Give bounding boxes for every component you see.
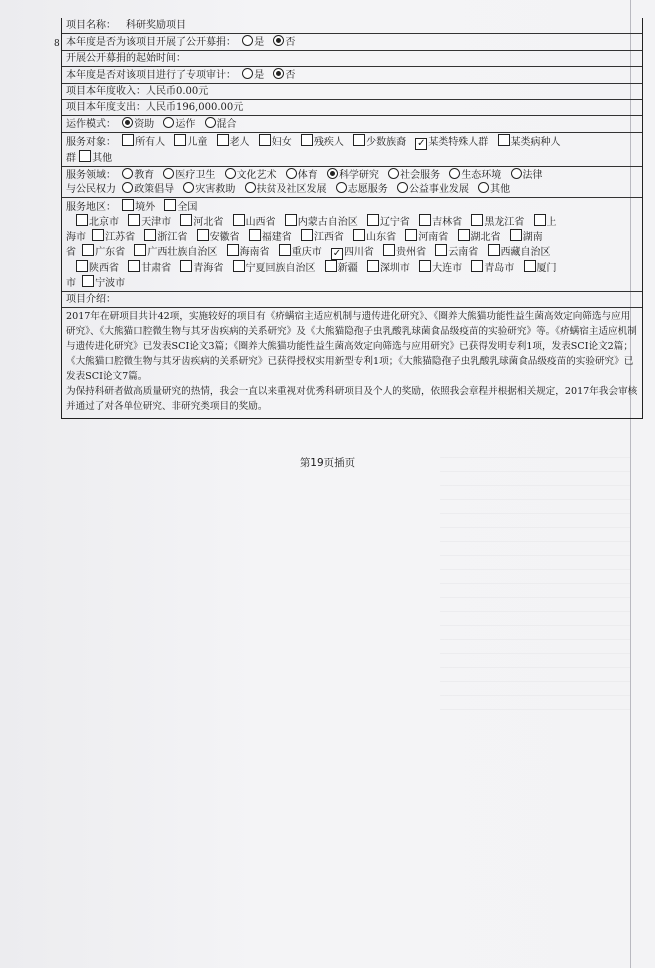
region-option[interactable]: 上 <box>534 214 557 229</box>
radio-icon[interactable] <box>122 182 133 193</box>
region-option[interactable]: 广东省 <box>82 244 125 259</box>
checkbox-icon[interactable] <box>164 199 176 211</box>
checkbox-icon[interactable] <box>144 229 156 241</box>
checkbox-icon[interactable] <box>76 260 88 272</box>
field-option[interactable]: 体育 <box>286 168 318 182</box>
region-option[interactable]: 深圳市 <box>367 260 410 275</box>
field-option[interactable]: 公益事业发展 <box>397 182 469 196</box>
region-option[interactable]: 浙江省 <box>144 229 187 244</box>
region-option[interactable]: 吉林省 <box>419 214 462 229</box>
radio-selected-icon[interactable] <box>273 35 284 46</box>
radio-icon[interactable] <box>163 168 174 179</box>
service-fields-label: 服务领域： <box>66 170 116 181</box>
checkbox-icon[interactable] <box>419 214 431 226</box>
regions-line-1 <box>66 214 639 229</box>
checkbox-icon[interactable] <box>301 134 313 146</box>
region-option[interactable]: 青海省 <box>180 260 223 275</box>
option-no[interactable]: 否 <box>273 35 295 49</box>
checkbox-icon[interactable] <box>217 134 229 146</box>
region-option[interactable]: 境外 <box>122 199 155 214</box>
region-option[interactable]: 山东省 <box>353 229 396 244</box>
target-option-other[interactable]: 其他 <box>79 150 112 165</box>
bleed-through-text <box>440 450 630 710</box>
radio-selected-icon[interactable] <box>122 117 133 128</box>
region-option[interactable]: 广西壮族自治区 <box>134 244 217 259</box>
public-fundraising-row <box>62 33 642 50</box>
service-fields-row <box>62 166 642 197</box>
option-yes[interactable]: 是 <box>242 68 264 82</box>
regions-line-2 <box>66 229 639 244</box>
fields-wrap-text: 与公民权力 <box>66 184 116 195</box>
target-option[interactable]: 儿童 <box>174 134 207 149</box>
project-form-table <box>54 18 643 419</box>
region-option[interactable]: 海南省 <box>227 244 270 259</box>
targets-wrap-text: 群 <box>66 153 76 164</box>
checkbox-icon[interactable] <box>233 260 245 272</box>
radio-icon[interactable] <box>449 168 460 179</box>
checkbox-icon[interactable] <box>233 214 245 226</box>
regions-line-5 <box>66 275 639 290</box>
intro-label: 项目介绍： <box>66 294 116 305</box>
fundraising-period-row <box>62 50 642 66</box>
checkbox-icon[interactable] <box>419 260 431 272</box>
region-option[interactable]: 江西省 <box>301 229 344 244</box>
checkmark-icon[interactable]: ✓ <box>332 248 342 259</box>
expense-row <box>62 99 642 115</box>
checkbox-icon[interactable] <box>122 134 134 146</box>
service-targets-row <box>62 132 642 166</box>
region-option[interactable]: 宁波市 <box>82 275 125 290</box>
region-option[interactable]: 厦门 <box>524 260 557 275</box>
regions-wrap-text: 海市 <box>66 232 86 243</box>
fields-line-2 <box>66 182 639 196</box>
checkbox-icon[interactable] <box>180 260 192 272</box>
checkbox-icon[interactable] <box>180 214 192 226</box>
checkbox-icon[interactable] <box>405 229 417 241</box>
intro-label-row <box>62 291 642 307</box>
region-option[interactable]: 湖南 <box>510 229 543 244</box>
region-option[interactable]: 西藏自治区 <box>488 244 551 259</box>
project-name-label: 项目名称： <box>66 20 116 31</box>
service-targets-label: 服务对象： <box>66 137 116 148</box>
region-option[interactable]: 云南省 <box>435 244 478 259</box>
checkbox-icon[interactable] <box>498 134 510 146</box>
radio-icon[interactable] <box>336 182 347 193</box>
region-option[interactable]: 河南省 <box>405 229 448 244</box>
radio-icon[interactable] <box>225 168 236 179</box>
target-option[interactable]: 妇女 <box>259 134 292 149</box>
checkbox-icon[interactable] <box>92 229 104 241</box>
intro-paragraph: 2017年在研项目共计42项，实施较好的项目有《疥螨宿主适应机制与遗传进化研究》、《圈养大熊猫功能性益生菌高效定向筛选与应用研究》、《大熊猫口腔微生物与其牙齿疾病的关系研究》及《大熊猫隐孢子虫乳酸乳球菌食品级疫苗的实验研究》等。《疥螨宿主适应机制与遗传进化研究》已发表SCI论文3篇；《圈养大熊猫功能性益生菌高效定向筛选与应用研究》已获得发明专利1项，发表SCI论文2篇；《大熊猫口腔微生物与其牙齿疾病的关系研究》已获得授权实用新型专利1项；《大熊猫隐孢子虫乳酸乳球菌食品级疫苗的实验研究》已发表SCI论文7篇。 <box>66 311 637 382</box>
field-option[interactable]: 灾害救助 <box>183 182 235 196</box>
expense-text: 项目本年度支出：人民币196,000.00元 <box>66 102 244 113</box>
page-label: 第19页插页 <box>299 457 356 469</box>
checkbox-icon[interactable] <box>367 260 379 272</box>
field-option[interactable]: 其他 <box>478 182 510 196</box>
checkbox-icon[interactable] <box>82 275 94 287</box>
project-name-row <box>62 18 642 33</box>
region-option[interactable]: 新疆 <box>325 260 358 275</box>
radio-icon[interactable] <box>397 182 408 193</box>
region-option[interactable]: 陕西省 <box>76 260 119 275</box>
checkbox-icon[interactable] <box>174 134 186 146</box>
income-text: 项目本年度收入：人民币0.00元 <box>66 86 209 97</box>
field-option[interactable]: 社会服务 <box>388 168 440 182</box>
regions-wrap-text: 市 <box>66 278 76 289</box>
checkbox-icon[interactable] <box>134 244 146 256</box>
field-option[interactable]: 法律 <box>511 168 543 182</box>
checkbox-icon[interactable] <box>128 260 140 272</box>
region-option[interactable]: 重庆市 <box>279 244 322 259</box>
radio-icon[interactable] <box>242 35 253 46</box>
public-fundraising-label: 本年度是否为该项目开展了公开募捐： <box>66 37 236 48</box>
checkbox-icon[interactable] <box>279 244 291 256</box>
field-option[interactable]: 教育 <box>122 168 154 182</box>
audit-label: 本年度是否对该项目进行了专项审计： <box>66 70 236 81</box>
region-option[interactable]: 甘肃省 <box>128 260 171 275</box>
checkbox-icon[interactable] <box>353 229 365 241</box>
checkbox-icon[interactable] <box>325 260 337 272</box>
intro-paragraph: 为保持科研者做高质量研究的热情，我会一直以来重视对优秀科研项目及个人的奖励，依照我会章程并根据相关规定，2017年我会审核并通过了对各单位研究、非研究类项目的奖励。 <box>66 386 638 412</box>
checkbox-icon[interactable] <box>259 134 271 146</box>
target-option[interactable]: 残疾人 <box>301 134 344 149</box>
income-row <box>62 83 642 99</box>
checkbox-icon[interactable] <box>488 244 500 256</box>
region-option[interactable]: 大连市 <box>419 260 462 275</box>
checkbox-icon[interactable] <box>122 199 134 211</box>
radio-icon[interactable] <box>388 168 399 179</box>
checkbox-icon[interactable] <box>367 214 379 226</box>
radio-icon[interactable] <box>245 182 256 193</box>
region-option[interactable]: 内蒙古自治区 <box>285 214 358 229</box>
service-regions-label: 服务地区： <box>66 202 116 213</box>
radio-icon[interactable] <box>183 182 194 193</box>
target-option[interactable]: 少数族裔 <box>353 134 406 149</box>
targets-line-1 <box>66 134 639 150</box>
targets-line-2 <box>66 150 639 165</box>
region-option[interactable]: 山西省 <box>233 214 276 229</box>
field-option[interactable]: 扶贫及社区发展 <box>245 182 327 196</box>
field-option[interactable]: 政策倡导 <box>122 182 174 196</box>
field-option[interactable]: 医疗卫生 <box>163 168 215 182</box>
target-option[interactable]: 所有人 <box>122 134 165 149</box>
region-option[interactable]: 青岛市 <box>471 260 514 275</box>
option-yes[interactable]: 是 <box>242 35 264 49</box>
checkbox-icon[interactable] <box>471 260 483 272</box>
checkbox-icon[interactable] <box>197 229 209 241</box>
option-no[interactable]: 否 <box>273 68 295 82</box>
checkbox-icon[interactable] <box>249 229 261 241</box>
region-option-sichuan[interactable]: ✓ 四川省 <box>332 247 374 259</box>
region-option[interactable]: 北京市 <box>76 214 119 229</box>
checkbox-icon[interactable] <box>227 244 239 256</box>
regions-wrap-text: 省 <box>66 247 76 258</box>
radio-selected-icon[interactable] <box>327 168 338 179</box>
region-option[interactable]: 全国 <box>164 199 197 214</box>
radio-icon[interactable] <box>122 168 133 179</box>
checkbox-icon[interactable] <box>435 244 447 256</box>
checkbox-icon[interactable] <box>510 229 522 241</box>
region-option[interactable]: 黑龙江省 <box>471 214 524 229</box>
field-option-science[interactable]: 科学研究 <box>327 168 379 182</box>
region-option[interactable]: 福建省 <box>249 229 292 244</box>
option-mixed[interactable]: 混合 <box>205 117 237 131</box>
checkbox-icon[interactable] <box>534 214 546 226</box>
checkbox-icon[interactable] <box>383 244 395 256</box>
region-option[interactable]: 宁夏回族自治区 <box>233 260 316 275</box>
audit-row <box>62 66 642 83</box>
row-number: 8 <box>54 39 60 49</box>
radio-icon[interactable] <box>478 182 489 193</box>
region-option[interactable]: 河北省 <box>180 214 223 229</box>
radio-selected-icon[interactable] <box>273 68 284 79</box>
regions-line-4 <box>66 260 639 275</box>
checkbox-icon[interactable] <box>82 244 94 256</box>
radio-icon[interactable] <box>511 168 522 179</box>
checkbox-icon[interactable] <box>301 229 313 241</box>
fundraising-period-label: 开展公开募捐的起始时间： <box>66 53 186 64</box>
checkbox-icon[interactable] <box>76 214 88 226</box>
region-option[interactable]: 辽宁省 <box>367 214 410 229</box>
field-option[interactable]: 生态环境 <box>449 168 501 182</box>
operation-mode-label: 运作模式： <box>66 119 116 130</box>
region-option[interactable]: 湖北省 <box>458 229 501 244</box>
project-name-value: 科研奖励项目 <box>126 20 186 31</box>
checkbox-icon[interactable] <box>471 214 483 226</box>
operation-mode-row <box>62 115 642 132</box>
checkmark-icon[interactable]: ✓ <box>417 138 426 149</box>
checkbox-icon[interactable] <box>285 214 297 226</box>
fields-line-1 <box>66 168 639 182</box>
radio-icon[interactable] <box>242 68 253 79</box>
regions-scope-line <box>66 199 639 214</box>
option-funding[interactable]: 资助 <box>122 117 154 131</box>
radio-icon[interactable] <box>205 117 216 128</box>
checkbox-icon[interactable] <box>353 134 365 146</box>
target-option[interactable]: 某类病种人 <box>498 134 561 149</box>
intro-body <box>62 307 642 418</box>
checkbox-icon[interactable] <box>128 214 140 226</box>
checkbox-icon[interactable] <box>524 260 536 272</box>
region-option[interactable]: 天津市 <box>128 214 171 229</box>
target-option-special-group[interactable]: ✓ 某类特殊人群 <box>417 137 489 149</box>
radio-icon[interactable] <box>163 117 174 128</box>
radio-icon[interactable] <box>286 168 297 179</box>
region-option[interactable]: 江苏省 <box>92 229 135 244</box>
regions-line-3 <box>66 244 639 260</box>
region-option[interactable]: 安徽省 <box>197 229 240 244</box>
field-option[interactable]: 文化艺术 <box>225 168 277 182</box>
checkbox-icon[interactable] <box>458 229 470 241</box>
field-option[interactable]: 志愿服务 <box>336 182 388 196</box>
target-option[interactable]: 老人 <box>217 134 250 149</box>
option-operation[interactable]: 运作 <box>163 117 195 131</box>
region-option[interactable]: 贵州省 <box>383 244 426 259</box>
service-regions-row <box>62 197 642 291</box>
checkbox-icon[interactable] <box>79 150 91 162</box>
